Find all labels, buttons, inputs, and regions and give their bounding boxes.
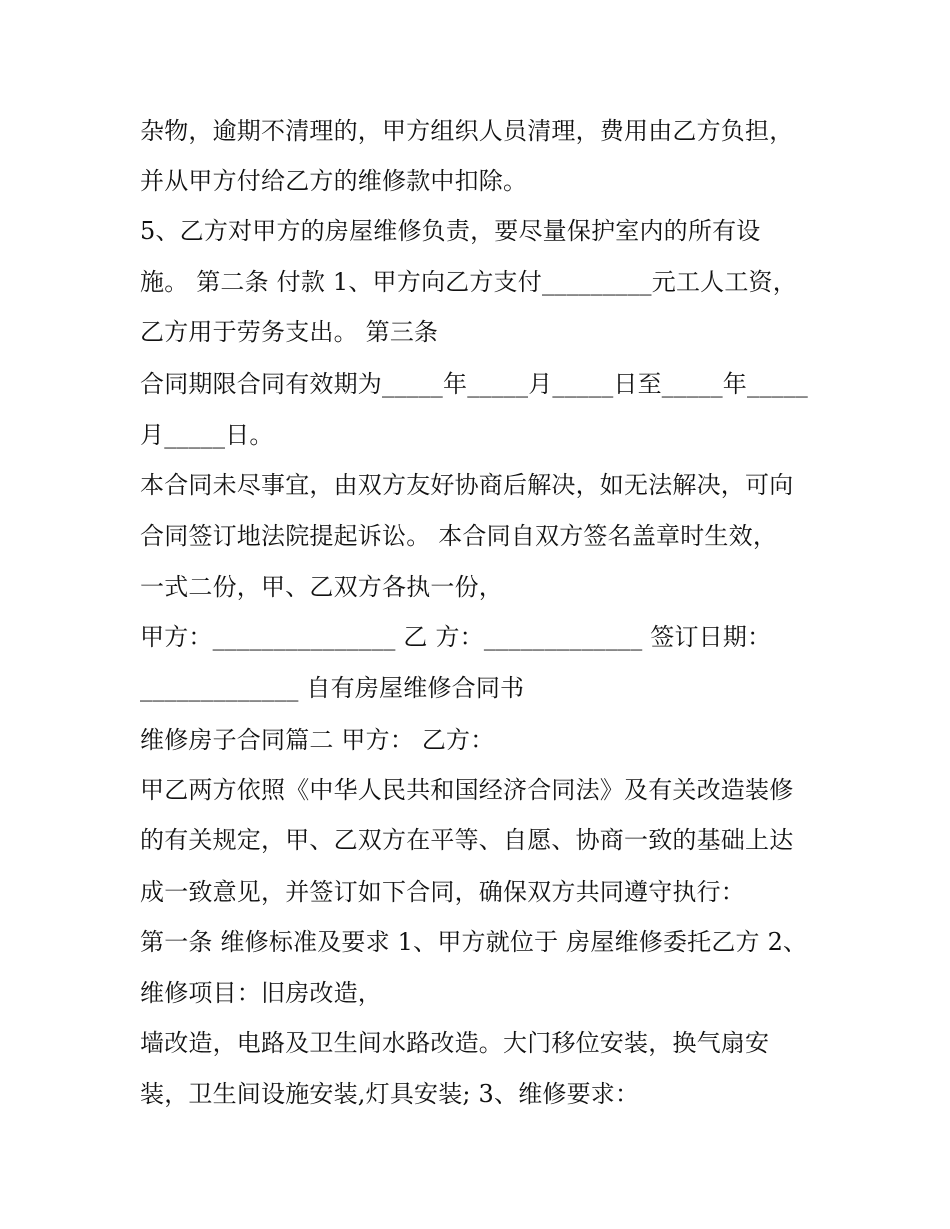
text-line: 合同签订地法院提起诉讼。 本合同自双方签名盖章时生效， (140, 522, 778, 550)
text-line: 甲乙两方依照《中华人民共和国经济合同法》及有关改造装修 (140, 776, 794, 804)
text-line: 维修项目：旧房改造， (140, 979, 382, 1007)
text-line: _____________ 自有房屋维修合同书 (140, 674, 525, 702)
text-line: 维修房子合同篇二 甲方： 乙方： (140, 726, 495, 754)
text-line: 第一条 维修标准及要求 1、甲方就位于 房屋维修委托乙方 2、 (140, 928, 808, 956)
text-line: 5、乙方对甲方的房屋维修负责，要尽量保护室内的所有设 (140, 217, 761, 245)
text-line: 杂物，逾期不清理的，甲方组织人员清理，费用由乙方负担， (140, 117, 794, 145)
text-line: 成一致意见，并签订如下合同，确保双方共同遵守执行： (140, 878, 745, 906)
text-line: 装，卫生间设施安装,灯具安装; 3、维修要求： (140, 1080, 640, 1108)
text-line: 一式二份，甲、乙双方各执一份， (140, 573, 503, 601)
text-line: 墙改造，电路及卫生间水路改造。大门移位安装，换气扇安 (140, 1029, 770, 1057)
text-line: 施。 第二条 付款 1、甲方向乙方支付_________元工人工资， (140, 268, 797, 296)
text-line: 合同期限合同有效期为_____年_____月_____日至_____年_____ (140, 370, 808, 398)
text-line: 本合同未尽事宜，由双方友好协商后解决，如无法解决，可向 (140, 471, 794, 499)
text-line: 月_____日。 (140, 421, 274, 449)
text-line: 乙方用于劳务支出。 第三条 (140, 318, 439, 346)
text-line: 甲方：_______________ 乙 方：_____________ 签订日期： (140, 623, 772, 651)
text-line: 的有关规定，甲、乙双方在平等、自愿、协商一致的基础上达 (140, 826, 794, 854)
text-line: 并从甲方付给乙方的维修款中扣除。 (140, 167, 528, 195)
